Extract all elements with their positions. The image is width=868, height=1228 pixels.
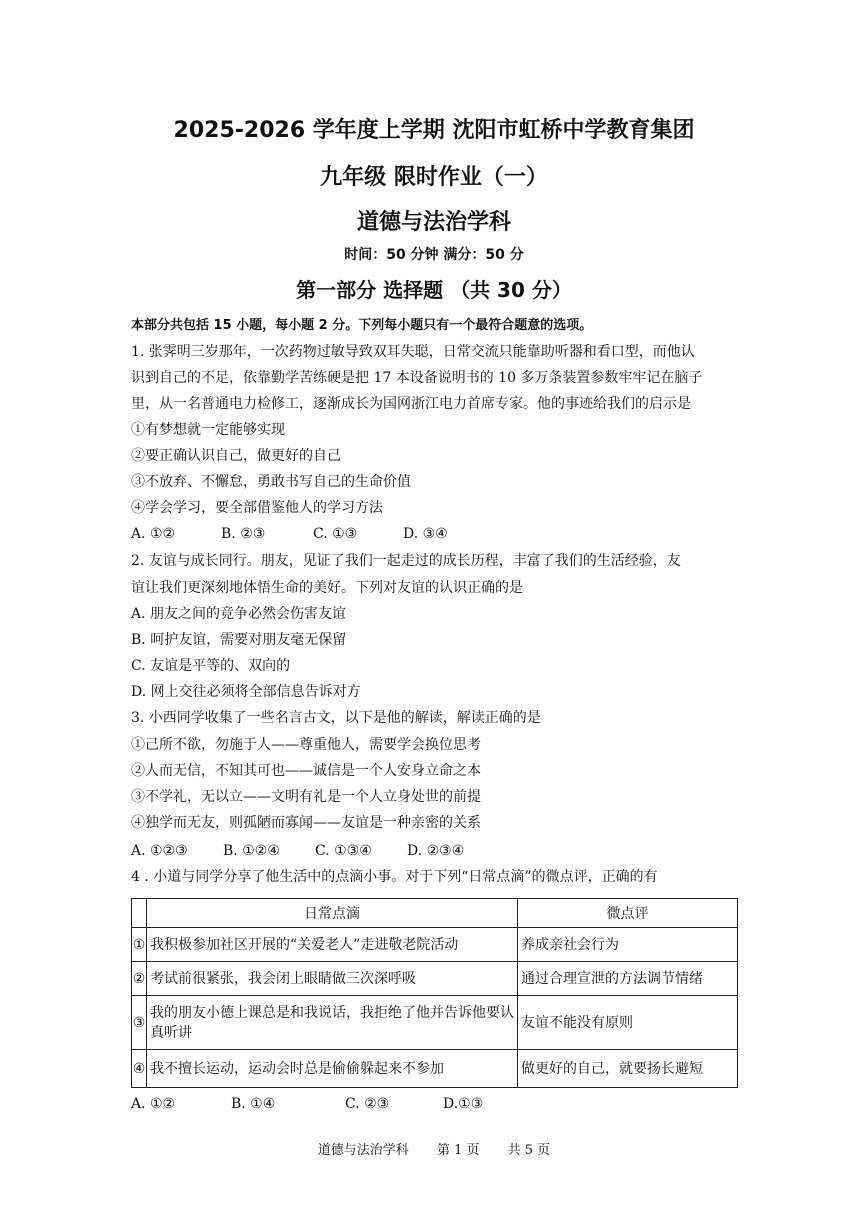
q4-option-c: C. ②③ [345,1096,390,1112]
page-footer [0,1139,868,1158]
q4-option-d: D.①③ [443,1096,484,1112]
row-number: ① [132,928,147,962]
q2-option-d: D. 网上交往必须将全部信息告诉对方 [131,684,361,700]
q1-stem-line: 里，从一名普通电力检修工，逐渐成长为国网浙江电力首席专家。他的事迹给我们的启示是 [131,396,691,412]
table-header-comment: 微点评 [518,899,738,928]
subject-title: 道德与法治学科 [356,210,511,235]
exam-title: 2025-2026 学年度上学期 沈阳市虹桥中学教育集团 [173,118,695,143]
q3-statement: ①己所不欲，勿施于人——尊重他人，需要学会换位思考 [131,737,481,753]
table-header-row [132,899,738,928]
row-comment: 养成亲社会行为 [518,928,738,962]
q1-option-d: D. ③④ [403,526,448,542]
row-number: ② [132,962,147,996]
table-header-blank [132,899,147,928]
q3-option-a: A. ①②③ [131,843,188,859]
footer-subject: 道德与法治学科 [317,1143,409,1158]
q1-option-a: A. ①② [131,526,176,542]
q3-option-c: C. ①③④ [315,843,372,859]
q2-option-b: B. 呵护友谊，需要对朋友毫无保留 [131,632,347,648]
q3-stem: 3. 小西同学收集了一些名言古文，以下是他的解读，解读正确的是 [131,710,541,726]
row-comment: 友谊不能没有原则 [518,996,738,1050]
table-row [132,1050,738,1088]
row-number: ③ [132,996,147,1050]
q1-statement: ③不放弃、不懈怠，勇敢书写自己的生命价值 [131,474,411,490]
q1-option-c: C. ①③ [313,526,358,542]
table-header-event: 日常点滴 [147,899,518,928]
q3-statement: ②人而无信，不知其可也——诚信是一个人安身立命之本 [131,763,481,779]
q2-stem-line: 谊让我们更深刻地体悟生命的美好。下列对友谊的认识正确的是 [131,580,523,596]
footer-page-number: 第 1 页 [436,1143,480,1158]
section-instructions: 本部分共包括 15 小题，每小题 2 分。下列每小题只有一个最符合题意的选项。 [131,318,593,333]
q1-stem-line: 1. 张霁明三岁那年，一次药物过敏导致双耳失聪，日常交流只能靠助听器和看口型，而他认 [131,344,695,360]
q4-option-b: B. ①④ [231,1096,276,1112]
q1-statement: ④学会学习，要全部借鉴他人的学习方法 [131,500,383,516]
q3-option-b: B. ①②④ [223,843,280,859]
q1-statement: ①有梦想就一定能够实现 [131,422,285,438]
table-row [132,996,738,1050]
q2-stem-line: 2. 友谊与成长同行。朋友，见证了我们一起走过的成长历程，丰富了我们的生活经验，友 [131,553,681,569]
q2-option-c: C. 友谊是平等的、双向的 [131,658,291,674]
section-heading: 第一部分 选择题 （共 30 分） [296,278,572,302]
row-comment: 通过合理宣泄的方法调节情绪 [518,962,738,996]
table-row [132,928,738,962]
time-score-info: 时间：50 分钟 满分：50 分 [344,247,524,263]
q1-statement: ②要正确认识自己，做更好的自己 [131,448,341,464]
row-event: 我积极参加社区开展的“关爱老人”走进敬老院活动 [147,928,518,962]
q3-statement: ③不学礼，无以立——文明有礼是一个人立身处世的前提 [131,789,481,805]
row-number: ④ [132,1050,147,1088]
q4-table [131,898,738,1088]
exam-subtitle: 九年级 限时作业（一） [320,165,548,190]
footer-total-pages: 共 5 页 [507,1143,551,1158]
q3-statement: ④独学而无友，则孤陋而寡闻——友谊是一种亲密的关系 [131,815,481,831]
q4-option-a: A. ①② [131,1096,176,1112]
row-event: 我不擅长运动，运动会时总是偷偷躲起来不参加 [147,1050,518,1088]
q1-option-b: B. ②③ [221,526,266,542]
q2-option-a: A. 朋友之间的竞争必然会伤害友谊 [131,606,347,622]
row-event: 我的朋友小德上课总是和我说话，我拒绝了他并告诉他要认真听讲 [147,996,518,1050]
table-row [132,962,738,996]
q4-stem: 4 . 小道与同学分享了他生活中的点滴小事。对于下列“日常点滴”的微点评，正确的有 [131,869,658,885]
q3-option-d: D. ②③④ [407,843,465,859]
row-event: 考试前很紧张，我会闭上眼睛做三次深呼吸 [147,962,518,996]
row-comment: 做更好的自己，就要扬长避短 [518,1050,738,1088]
q1-stem-line: 识到自己的不足，依靠勤学苦练硬是把 17 本设备说明书的 10 多万条装置参数牢牢记在脑子 [131,370,703,386]
